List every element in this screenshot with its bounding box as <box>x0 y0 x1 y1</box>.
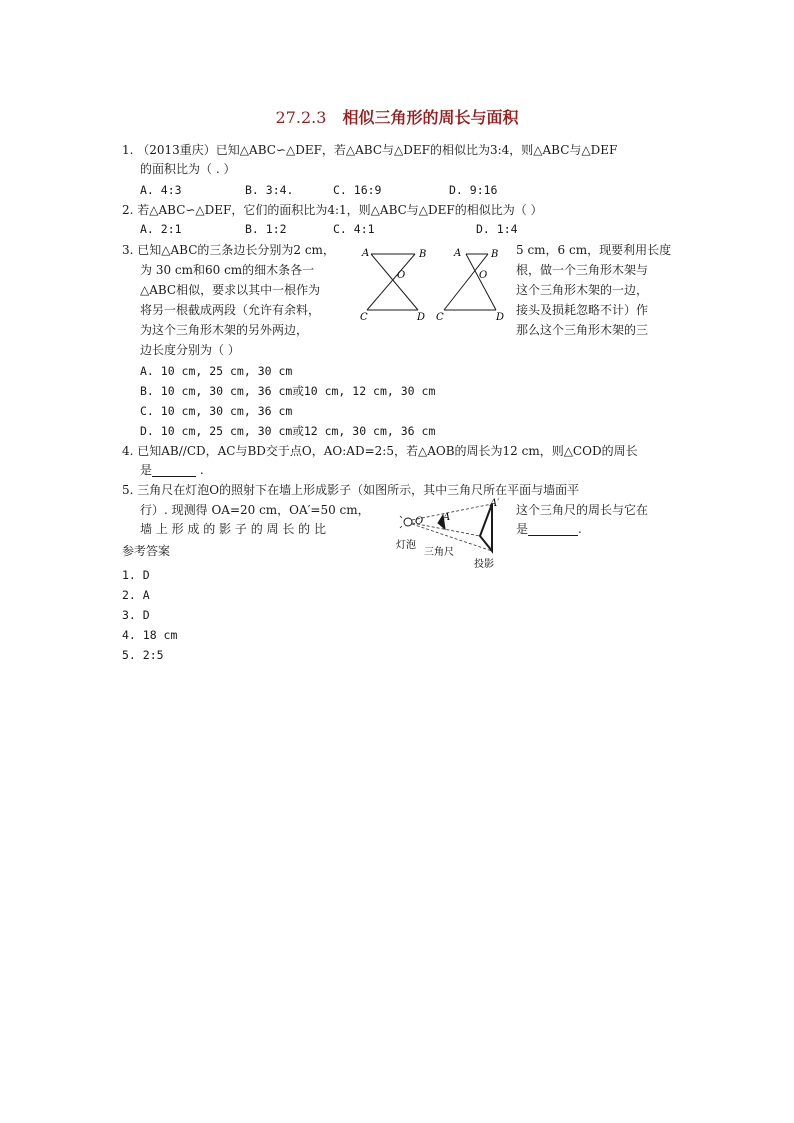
q2-option-c: C. 4:1 <box>333 222 375 236</box>
q5-line1: 5. 三角尺在灯泡O的照射下在墙上形成影子（如图所示，其中三角尺所在平面与墙面平 <box>122 483 580 497</box>
shadow-triangle <box>480 504 492 551</box>
answer-2: 2. A <box>122 588 150 602</box>
q3-right-line-3: 这个三角形木架的一边， <box>516 283 649 297</box>
q1-option-a: A. 4:3 <box>140 183 182 197</box>
q1-line1: 1. （2013重庆）已知△ABC∽△DEF，若△ABC与△DEF的相似比为3:4，则△ABC与△DEF <box>122 143 618 157</box>
q3-right-line-4: 接头及损耗忽略不计）作 <box>516 303 649 317</box>
fig5-label-shadow: 投影 <box>474 559 494 570</box>
q3-option-c: C. 10 cm, 30 cm, 36 cm <box>140 404 293 418</box>
answer-4: 4. 18 cm <box>122 628 178 642</box>
q3-left-line-4: 将另一根截成两段（允许有余料， <box>140 303 321 317</box>
q4-line1: 4. 已知AB//CD，AC与BD交于点O，AO:AD=2:5，若△AOB的周长为12 cm，则△COD的周长 <box>122 444 638 458</box>
fig3b-label-a: A <box>454 248 462 259</box>
fig5-label-a-prime: A′ <box>490 498 500 509</box>
answers-heading: 参考答案 <box>122 544 171 558</box>
q2-option-a: A. 2:1 <box>140 222 182 236</box>
q3-left-line-1: 3. 已知△ABC的三条边长分别为2 cm， <box>122 243 335 257</box>
fig3a-label-c: C <box>360 312 368 322</box>
q3-left-line-2: 为 30 cm和60 cm的细木条各一 <box>140 263 315 277</box>
q3-option-b: B. 10 cm, 30 cm, 36 cm或10 cm, 12 cm, 30 cm <box>140 384 436 398</box>
fig5-label-a: A <box>443 512 451 523</box>
q5-line2-right: 这个三角尺的周长与它在 <box>516 503 649 517</box>
q3-option-d: D. 10 cm, 25 cm, 30 cm或12 cm, 30 cm, 36 cm <box>140 424 436 438</box>
q1-line2: 的面积比为（ . ） <box>140 162 236 176</box>
fig3b-label-c: C <box>436 312 444 322</box>
fig3a-label-a: A <box>362 248 370 259</box>
title-text: 相似三角形的周长与面积 <box>342 108 519 127</box>
answer-5: 5. 2:5 <box>122 648 164 662</box>
fig5-label-bulb: 灯泡 <box>396 540 416 551</box>
q3-left-line-6: 边长度分别为（ ） <box>140 343 240 357</box>
q3-right-line-1: 5 cm，6 cm，现要利用长度 <box>516 243 672 257</box>
q2-option-b: B. 1:2 <box>245 222 287 236</box>
section-number: 27.2.3 <box>275 108 327 127</box>
q3-right-line-5: 那么这个三角形木架的三 <box>516 323 649 337</box>
page-title <box>0 108 794 128</box>
q5-line3-right: 是 . <box>516 522 582 536</box>
fig5-label-o: O <box>415 516 424 527</box>
q4-line2: 是 . <box>140 463 204 477</box>
fig5-label-ruler: 三角尺 <box>424 547 454 558</box>
fig3a-label-d: D <box>417 312 426 322</box>
q5-figure <box>394 496 506 572</box>
answer-3: 3. D <box>122 608 150 622</box>
q1-option-c: C. 16:9 <box>333 183 382 197</box>
q3-option-a: A. 10 cm, 25 cm, 30 cm <box>140 364 293 378</box>
fig3b-label-o: O <box>479 270 488 281</box>
q3-figure-right <box>430 244 510 322</box>
q2-line1: 2. 若△ABC∽△DEF，它们的面积比为4:1，则△ABC与△DEF的相似比为（ ） <box>122 203 543 217</box>
fig3a-label-b: B <box>419 249 427 260</box>
bulb-icon <box>404 518 412 526</box>
q5-line3-left: 墙 上 形 成 的 影 子 的 周 长 的 比 <box>140 522 326 536</box>
q3-left-line-3: △ABC相似，要求以其中一根作为 <box>140 283 321 297</box>
q5-line2-left: 行）. 现测得 OA=20 cm，OA′=50 cm， <box>140 503 370 517</box>
fig3b-label-d: D <box>496 312 505 322</box>
q4-prefix: 是 <box>140 463 153 477</box>
q1-option-d: D. 9:16 <box>449 183 498 197</box>
q3-figure-left <box>355 244 430 322</box>
q3-left-line-5: 为这个三角形木架的另外两边， <box>140 323 309 337</box>
fig3b-label-b: B <box>491 249 499 260</box>
q4-answer-blank[interactable] <box>152 464 196 477</box>
answer-1: 1. D <box>122 568 150 582</box>
q5-prefix: 是 <box>516 522 529 536</box>
q5-answer-blank[interactable] <box>528 523 578 536</box>
q2-option-d: D. 1:4 <box>476 222 518 236</box>
q1-option-b: B. 3:4. <box>245 183 294 197</box>
fig3a-label-o: O <box>397 270 406 281</box>
q3-right-line-2: 根，做一个三角形木架与 <box>516 263 649 277</box>
